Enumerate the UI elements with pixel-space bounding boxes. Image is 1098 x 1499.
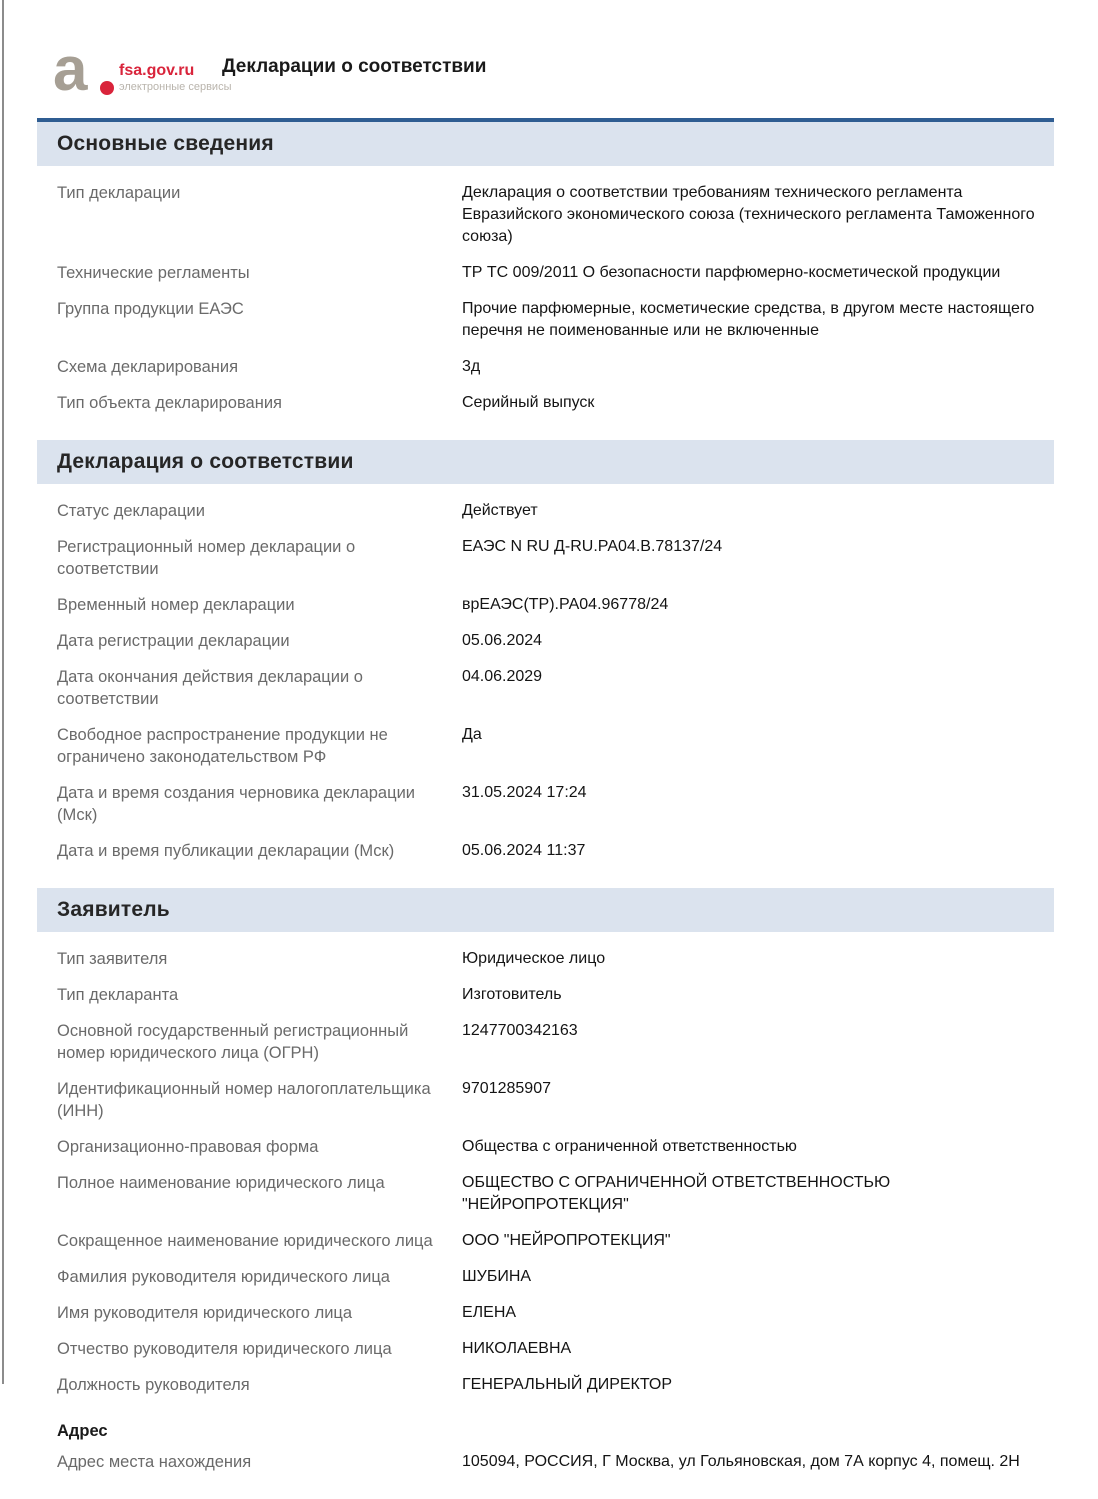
field-value: ООО "НЕЙРОПРОТЕКЦИЯ" <box>462 1232 671 1249</box>
field-value: Прочие парфюмерные, косметические средства, в другом месте настоящего перечня не поименованные или не включенные <box>462 300 1035 339</box>
field-value: НИКОЛАЕВНА <box>462 1340 572 1357</box>
field-label: Должность руководителя <box>57 1376 250 1394</box>
field-label: Тип декларации <box>57 184 181 202</box>
fsa-logo-glyph: а <box>53 35 86 104</box>
field-row <box>37 182 1054 248</box>
field-label: Фамилия руководителя юридического лица <box>57 1268 390 1286</box>
field-row <box>37 356 1054 378</box>
field-label: Тип объекта декларирования <box>57 394 282 412</box>
field-row <box>37 262 1054 284</box>
field-value: 05.06.2024 <box>462 632 543 649</box>
page-title: Декларации о соответствии <box>222 56 487 77</box>
field-label: Дата окончания действия декларации о соответствии <box>57 668 363 708</box>
field-value: ОБЩЕСТВО С ОГРАНИЧЕННОЙ ОТВЕТСТВЕННОСТЬЮ "НЕЙРОПРОТЕКЦИЯ" <box>462 1174 891 1213</box>
field-value: 1247700342163 <box>462 1022 578 1039</box>
field-label: Имя руководителя юридического лица <box>57 1304 353 1322</box>
field-label: Отчество руководителя юридического лица <box>57 1340 392 1358</box>
field-label: Тип декларанта <box>57 986 179 1004</box>
section-body <box>37 932 1054 1499</box>
field-label: Свободное распространение продукции не ограничено законодательством РФ <box>57 726 388 766</box>
section <box>37 440 1054 888</box>
field-row <box>37 724 1054 768</box>
field-row <box>37 1266 1054 1288</box>
field-value: ШУБИНА <box>462 1268 532 1285</box>
field-label: Дата и время создания черновика декларации (Мск) <box>57 784 415 824</box>
field-row <box>37 782 1054 826</box>
field-label: Основной государственный регистрационный номер юридического лица (ОГРН) <box>57 1022 409 1062</box>
field-value: 105094, РОССИЯ, Г Москва, ул Гольяновская, дом 7А корпус 4, помещ. 2Н <box>462 1453 1020 1470</box>
section-body <box>37 166 1054 440</box>
page-header <box>0 0 1098 118</box>
section-title: Основные сведения <box>57 132 274 155</box>
field-row <box>37 1338 1054 1360</box>
field-row <box>37 630 1054 652</box>
field-row <box>37 594 1054 616</box>
field-row <box>37 840 1054 862</box>
field-label: Регистрационный номер декларации о соответствии <box>57 538 356 578</box>
field-value: Декларация о соответствии требованиям технического регламента Евразийского экономического союза (технического регламента Таможенного союза) <box>462 184 1035 245</box>
fsa-logo-text <box>119 62 231 96</box>
field-value: Серийный выпуск <box>462 394 595 411</box>
section-body <box>37 484 1054 888</box>
field-value: Да <box>462 726 482 743</box>
field-value: Изготовитель <box>462 986 562 1003</box>
field-value: 04.06.2029 <box>462 668 543 685</box>
field-label: Идентификационный номер налогоплательщика (ИНН) <box>57 1080 431 1120</box>
field-value: Общества с ограниченной ответственностью <box>462 1138 797 1155</box>
fsa-logo-red-dot-icon <box>100 81 114 95</box>
field-label: Группа продукции ЕАЭС <box>57 300 244 318</box>
field-row <box>37 1374 1054 1396</box>
field-label: Технические регламенты <box>57 264 250 282</box>
fsa-logo-subtitle: электронные сервисы <box>119 81 232 93</box>
field-value: Юридическое лицо <box>462 950 606 967</box>
field-row <box>37 1136 1054 1158</box>
field-label: Временный номер декларации <box>57 596 295 614</box>
fsa-logo-domain: fsa.gov.ru <box>119 62 195 79</box>
field-row <box>37 666 1054 710</box>
field-label: Организационно-правовая форма <box>57 1138 319 1156</box>
section <box>37 118 1054 440</box>
field-value: 05.06.2024 11:37 <box>462 842 586 859</box>
field-label: Тип заявителя <box>57 950 168 968</box>
field-row <box>37 1230 1054 1252</box>
field-row <box>37 948 1054 970</box>
field-value: 9701285907 <box>462 1080 551 1097</box>
field-label: Полное наименование юридического лица <box>57 1174 385 1192</box>
field-row <box>37 1451 1054 1473</box>
field-row <box>37 500 1054 522</box>
section <box>37 888 1054 1499</box>
field-label: Дата регистрации декларации <box>57 632 290 650</box>
field-row <box>37 392 1054 414</box>
field-value: ГЕНЕРАЛЬНЫЙ ДИРЕКТОР <box>462 1376 673 1393</box>
field-row <box>37 1078 1054 1122</box>
field-value: ЕАЭС N RU Д-RU.РА04.В.78137/24 <box>462 538 723 555</box>
field-value: врЕАЭС(ТР).РА04.96778/24 <box>462 596 669 613</box>
field-label: Сокращенное наименование юридического лица <box>57 1232 433 1250</box>
field-row <box>37 298 1054 342</box>
field-label: Статус декларации <box>57 502 205 520</box>
section-header <box>37 118 1054 166</box>
sections <box>37 118 1054 1499</box>
field-value: 31.05.2024 17:24 <box>462 784 587 801</box>
field-row <box>37 984 1054 1006</box>
field-label: Адрес места нахождения <box>57 1453 252 1471</box>
address-subheading: Адрес <box>57 1422 108 1440</box>
field-row <box>37 1020 1054 1064</box>
field-value: Действует <box>462 502 538 519</box>
field-row <box>37 1302 1054 1324</box>
field-row <box>37 536 1054 580</box>
section-title: Заявитель <box>57 898 170 921</box>
field-value: 3д <box>462 358 481 375</box>
section-title: Декларация о соответствии <box>57 450 354 473</box>
field-value: ТР ТС 009/2011 О безопасности парфюмерно-косметической продукции <box>462 264 1001 281</box>
field-label: Дата и время публикации декларации (Мск) <box>57 842 395 860</box>
field-value: ЕЛЕНА <box>462 1304 517 1321</box>
field-label: Схема декларирования <box>57 358 239 376</box>
section-header <box>37 888 1054 932</box>
field-row <box>37 1172 1054 1216</box>
fsa-logo-link[interactable] <box>53 35 232 104</box>
section-header <box>37 440 1054 484</box>
page-left-border <box>2 0 4 1384</box>
fsa-logo-mark-icon <box>53 35 105 104</box>
